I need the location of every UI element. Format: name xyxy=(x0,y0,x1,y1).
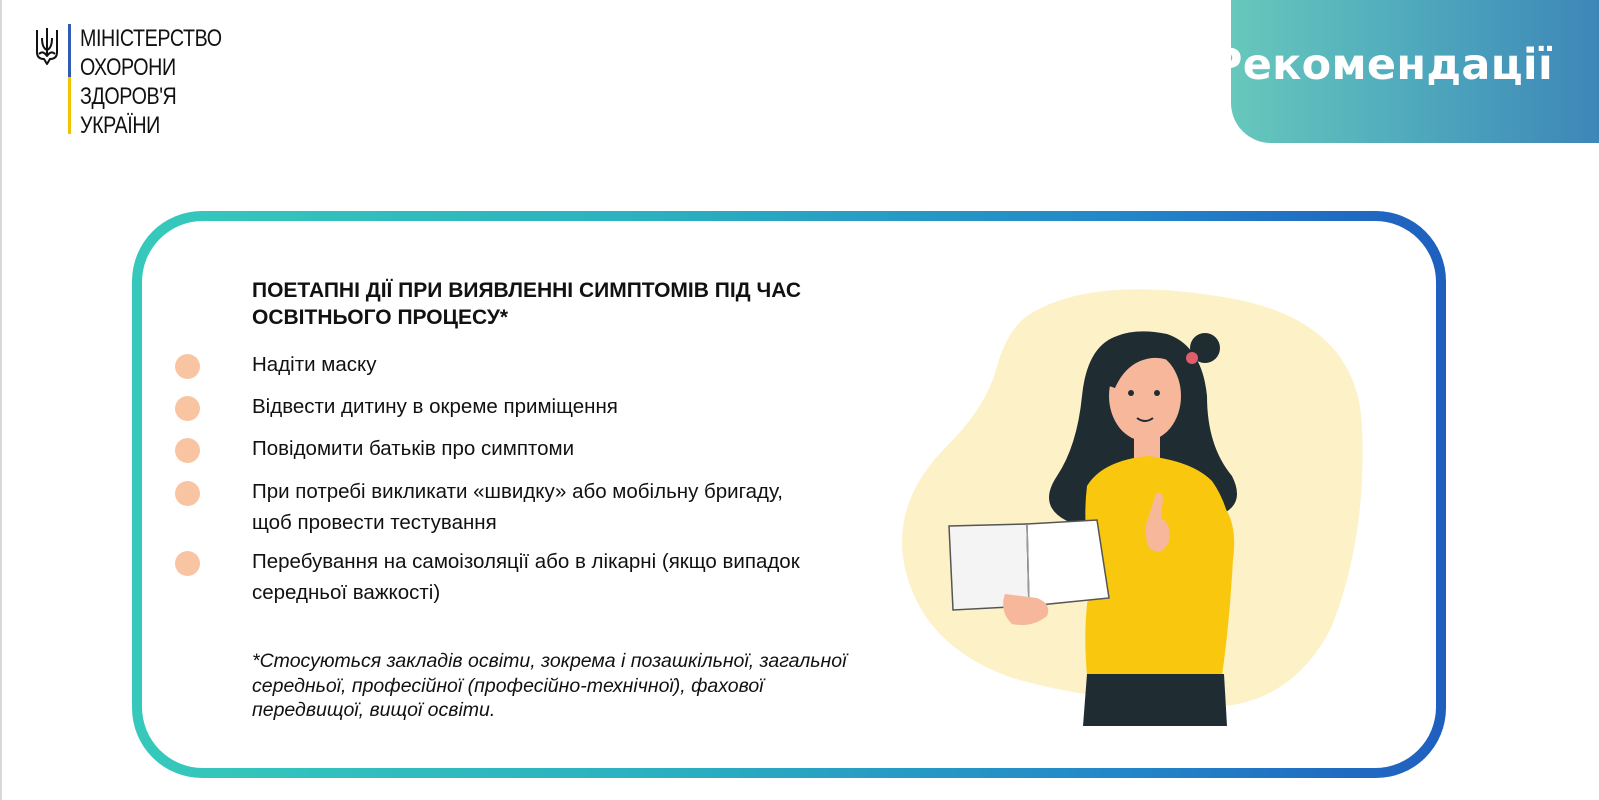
footnote: *Стосуються закладів освіти, зокрема і позашкільної, загальної середньої, професійної (професійно-технічної), фахової передвищої, вищої освіти. xyxy=(252,650,847,721)
header-tab xyxy=(1210,0,1599,143)
bullet-dot-icon xyxy=(175,551,200,576)
bullet-dot-icon xyxy=(175,438,200,463)
bullet-dot-icon xyxy=(175,354,200,379)
logo-divider xyxy=(68,24,71,134)
ministry-name-line: МІНІСТЕРСТВО xyxy=(80,25,222,52)
pants xyxy=(1083,674,1227,726)
step-text: Відвести дитину в окреме приміщення xyxy=(252,395,618,418)
bullet-dot-icon xyxy=(175,396,200,421)
trident-icon xyxy=(34,26,60,66)
card-body xyxy=(142,221,1436,768)
ministry-logo[interactable] xyxy=(34,24,253,140)
page-edge xyxy=(0,0,2,800)
open-book xyxy=(949,520,1109,610)
ministry-name-line: ЗДОРОВ'Я xyxy=(80,83,177,110)
ministry-name xyxy=(80,24,222,140)
step-text: При потребі викликати «швидку» або мобільну бригаду, щоб провести тестування xyxy=(252,480,783,534)
step-text: Надіти маску xyxy=(252,353,377,376)
recommendation-card xyxy=(132,211,1446,778)
section-title: ПОЕТАПНІ ДІЇ ПРИ ВИЯВЛЕННІ СИМПТОМІВ ПІД ЧАС ОСВІТНЬОГО ПРОЦЕСУ* xyxy=(252,279,802,329)
ministry-name-line: ОХОРОНИ xyxy=(80,54,176,81)
bullet-dot-icon xyxy=(175,481,200,506)
teacher-with-book-icon xyxy=(887,276,1372,726)
page-title: Рекомендації xyxy=(1210,40,1553,90)
step-text: Повідомити батьків про симптоми xyxy=(252,437,575,460)
ministry-name-line: УКРАЇНИ xyxy=(80,112,160,139)
step-text: Перебування на самоізоляції або в лікарні (якщо випадок середньої важкості) xyxy=(252,550,800,604)
